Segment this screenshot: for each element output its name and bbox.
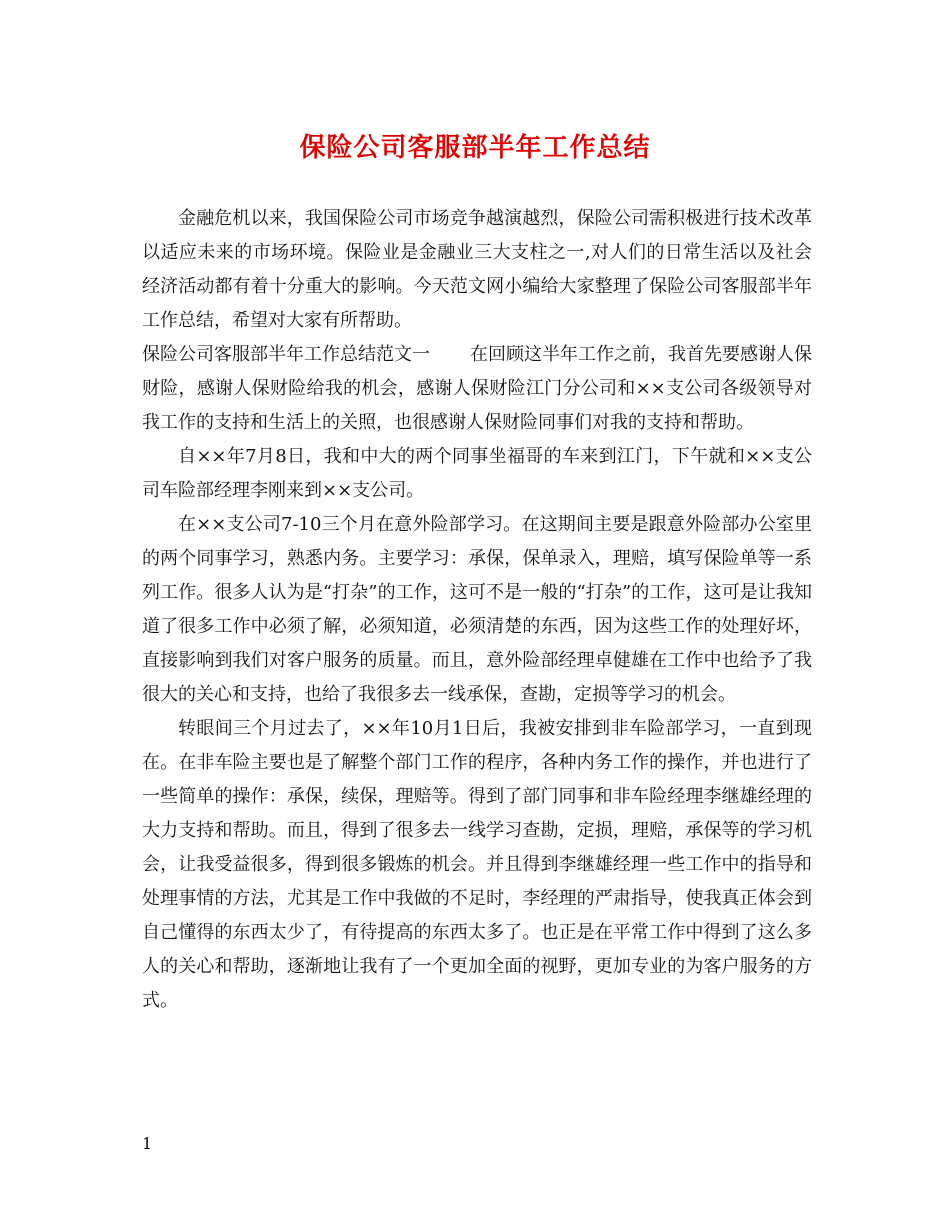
paragraph-accident-dept: 在××支公司7-10三个月在意外险部学习。在这期间主要是跟意外险部办公室里的两个同事学习，熟悉内务。主要学习：承保，保单录入，理赔，填写保险单等一系列工作。很多人认为是“打杂”的工作，这可不是一般的“打杂”的工作，这可是让我知道了很多工作中必须了解，必须知道，必须清楚的东西，因为这些工作的处理好坏，直接影响到我们对客户服务的质量。而且，意外险部经理卓健雄在工作中也给予了我很大的关心和支持，也给了我很多去一线承保，查勘，定损等学习的机会。 bbox=[142, 514, 812, 705]
paragraph-non-auto-dept: 转眼间三个月过去了，××年10月1日后，我被安排到非车险部学习，一直到现在。在非车险主要也是了解整个部门工作的程序，各种内务工作的操作，并也进行了一些简单的操作：承保，续保，理赔等。得到了部门同事和非车险经理李继雄经理的大力支持和帮助。而且，得到了很多去一线学习查勘，定损，理赔，承保等的学习机会，让我受益很多，得到很多锻炼的机会。并且得到李继雄经理一些工作中的指导和处理事情的方法，尤其是工作中我做的不足时，李经理的严肃指导，使我真正体会到自己懂得的东西太少了，有待提高的东西太多了。也正是在平常工作中得到了这么多人的关心和帮助，逐渐地让我有了一个更加全面的视野，更加专业的为客户服务的方式。 bbox=[142, 718, 812, 1011]
section-first-paragraph-text: 在回顾这半年工作之前，我首先要感谢人保财险，感谢人保财险给我的机会，感谢人保财险江门分公司和××支公司各级领导对我工作的支持和生活上的关照，也很感谢人保财险同事们对我的支持和帮助。 bbox=[142, 344, 812, 433]
section-first-paragraph bbox=[142, 338, 812, 440]
page-number: 1 bbox=[142, 1134, 153, 1153]
paragraph-arrival: 自××年7月8日，我和中大的两个同事坐福哥的车来到江门，下午就和××支公司车险部经理李刚来到××支公司。 bbox=[142, 446, 812, 501]
intro-paragraph: 金融危机以来，我国保险公司市场竞争越演越烈，保险公司需积极进行技术改革以适应未来的市场环境。保险业是金融业三大支柱之一,对人们的日常生活以及社会经济活动都有着十分重大的影响。今天范文网小编给大家整理了保险公司客服部半年工作总结，希望对大家有所帮助。 bbox=[142, 208, 812, 331]
document-title: 保险公司客服部半年工作总结 bbox=[299, 133, 651, 163]
section-heading: 保险公司客服部半年工作总结范文一 bbox=[142, 344, 430, 365]
document-body bbox=[142, 202, 812, 1018]
